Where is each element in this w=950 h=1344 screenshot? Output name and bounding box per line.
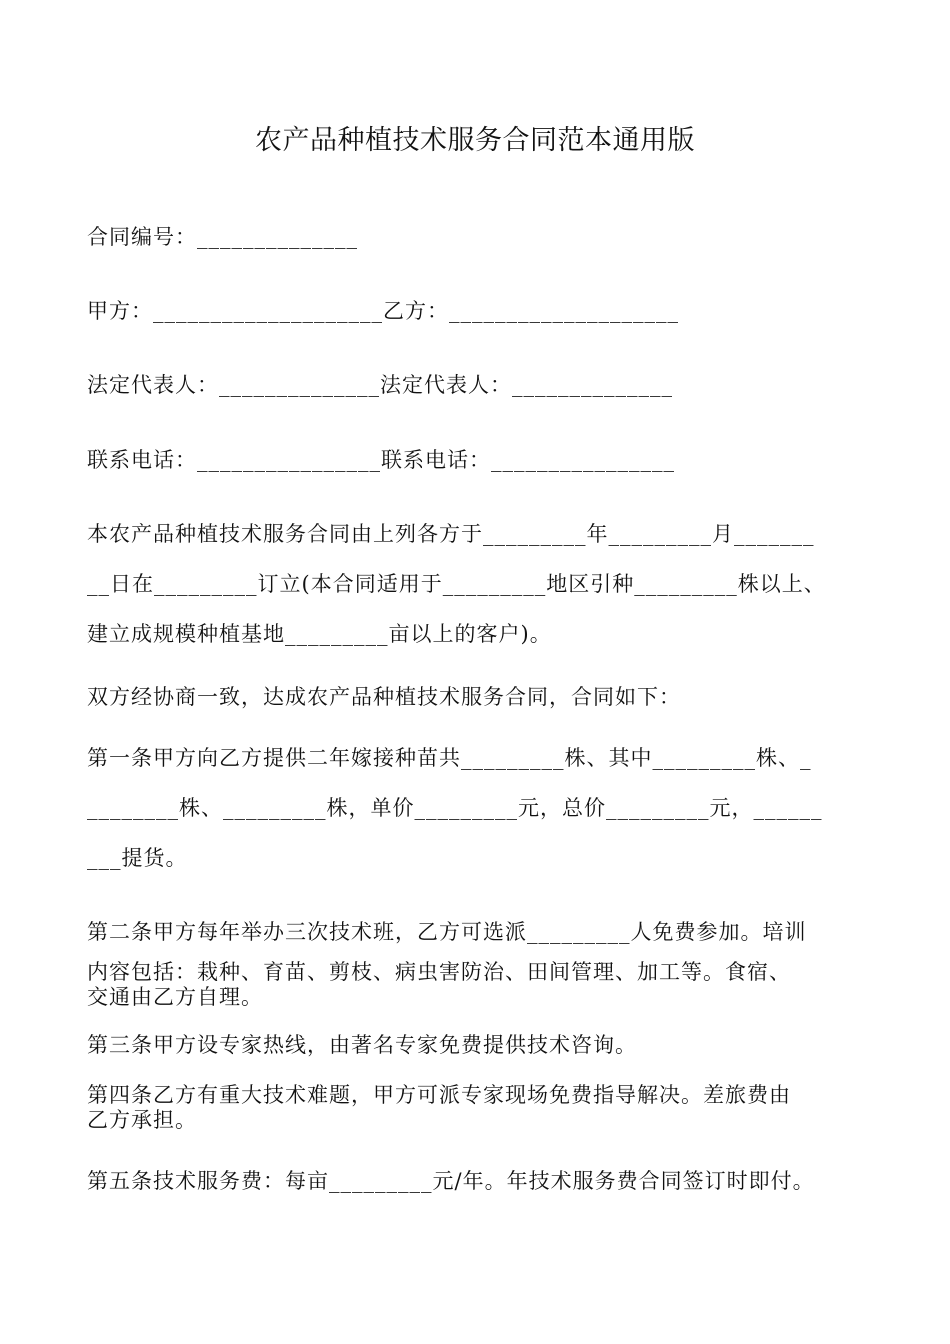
article-5-line: 第五条技术服务费：每亩_________元/年。年技术服务费合同签订时即付。: [87, 1169, 815, 1193]
agreement-line: 双方经协商一致，达成农产品种植技术服务合同，合同如下：: [87, 685, 681, 709]
article-4-line-2: 乙方承担。: [87, 1108, 197, 1132]
parties-line: 甲方：____________________乙方：____________________: [87, 299, 679, 323]
intro-line-3: 建立成规模种植基地_________亩以上的客户)。: [87, 622, 552, 646]
article-1-line-3: ___提货。: [87, 846, 188, 870]
document-title: 农产品种植技术服务合同范本通用版: [255, 125, 695, 156]
article-1-line-2: ________株、_________株，单价_________元，总价_________元，______: [87, 796, 823, 820]
article-2-line-3: 交通由乙方自理。: [87, 985, 263, 1009]
article-2-line-2: 内容包括：栽种、育苗、剪枝、病虫害防治、田间管理、加工等。食宿、: [87, 960, 791, 984]
intro-line-2: __日在_________订立(本合同适用于_________地区引种_________株以上、: [87, 572, 826, 596]
article-1-line-1: 第一条甲方向乙方提供二年嫁接种苗共_________株、其中_________株、_: [87, 746, 812, 770]
article-4-line-1: 第四条乙方有重大技术难题，甲方可派专家现场免费指导解决。差旅费由: [87, 1083, 791, 1107]
contact-phones-line: 联系电话：________________联系电话：________________: [87, 448, 675, 472]
legal-representatives-line: 法定代表人：______________法定代表人：______________: [87, 373, 673, 397]
contract-number-line: 合同编号：______________: [87, 225, 358, 249]
intro-line-1: 本农产品种植技术服务合同由上列各方于_________年_________月_______: [87, 522, 815, 546]
article-2-line-1: 第二条甲方每年举办三次技术班，乙方可选派_________人免费参加。培训: [87, 920, 807, 944]
article-3-line: 第三条甲方设专家热线，由著名专家免费提供技术咨询。: [87, 1033, 637, 1057]
